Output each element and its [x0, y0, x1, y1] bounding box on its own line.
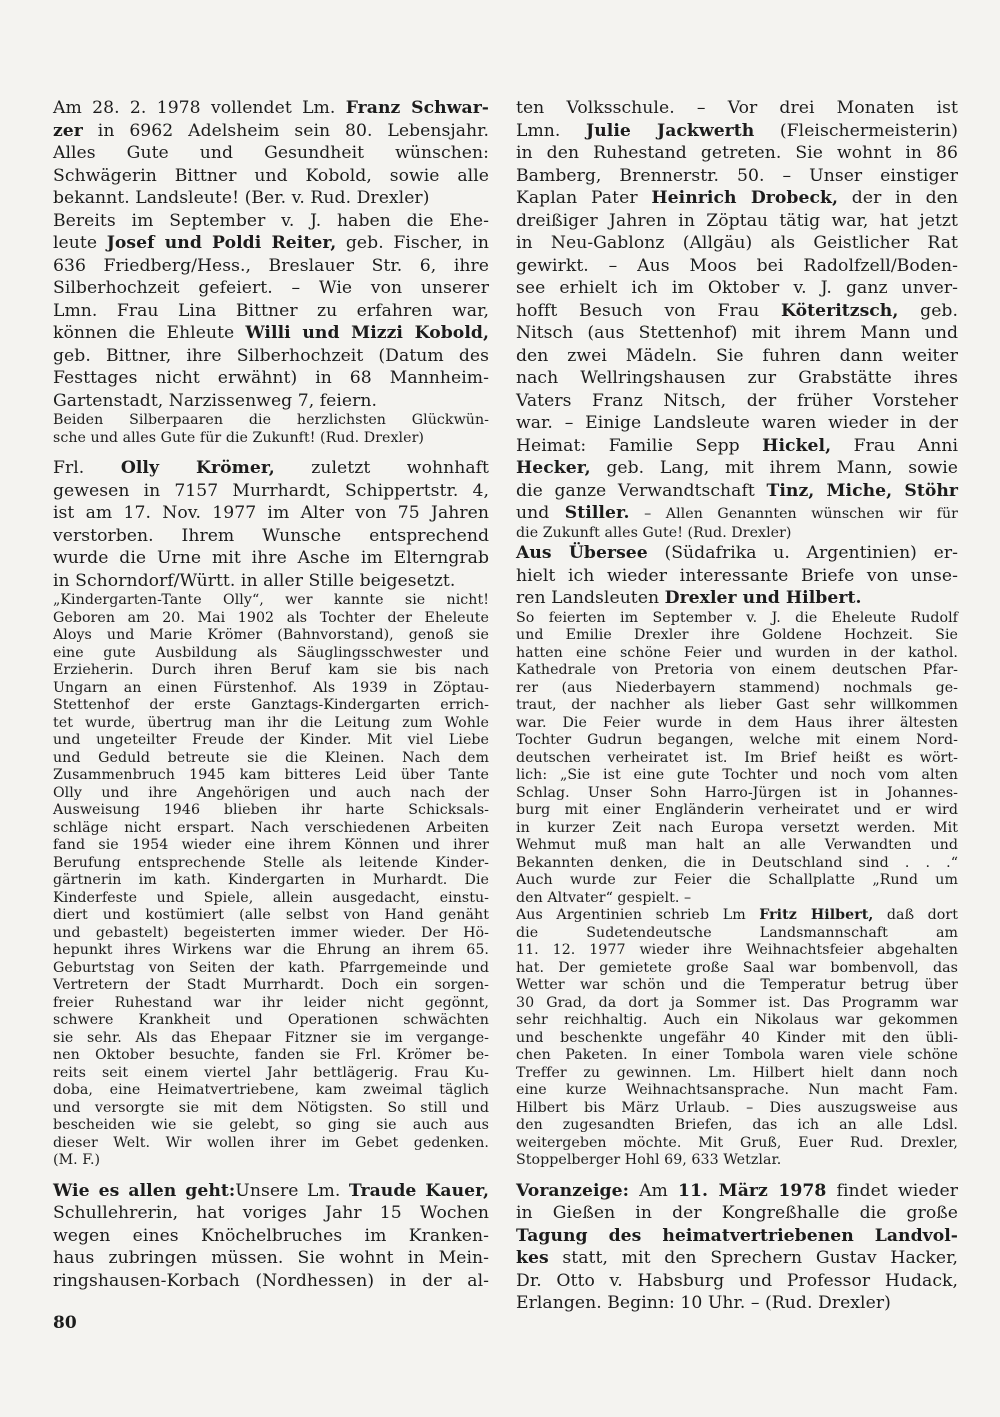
text-segment: und gebastelt) begeisterten immer wieder. Der Hö-: [53, 924, 489, 941]
text-segment: geb. Fischer, in: [336, 233, 489, 253]
text-segment: und ungeteilter Freude der Kinder. Mit viel Liebe: [53, 732, 489, 748]
bold-name: Drexler und Hilbert.: [664, 588, 862, 608]
article-voranzeige: [516, 1180, 958, 1315]
text-line: [53, 210, 489, 233]
bold-name: Stiller.: [564, 503, 630, 523]
text-segment: statt, mit den Sprechern Gustav Hacker,: [548, 1248, 958, 1268]
text-line: [516, 680, 958, 698]
text-line: [53, 610, 489, 628]
text-line: [53, 430, 489, 448]
text-segment: Treffer zu gewinnen. Lm. Hilbert hielt dann noch: [516, 1064, 958, 1081]
text-segment: Frl.: [53, 458, 121, 478]
bold-name: Tagung des heimatvertriebenen Landvol-: [516, 1225, 958, 1246]
text-line: [516, 542, 958, 565]
text-line: [516, 97, 958, 120]
bold-name: Tinz, Miche, Stöhr: [766, 480, 959, 501]
text-segment: Bereits im September v. J. haben die Ehe-: [53, 210, 489, 231]
text-line: [53, 1012, 489, 1030]
text-segment: 636 Friedberg/Hess., Breslauer Str. 6, ihre: [53, 255, 489, 276]
text-line: [516, 1030, 958, 1048]
text-line: [516, 610, 958, 628]
text-line: [516, 715, 958, 733]
text-line: [516, 855, 958, 873]
text-line: [53, 570, 489, 593]
text-line: [516, 367, 958, 390]
text-line: [53, 750, 489, 768]
text-segment: Wehmut muß man halt an alle Verwandten und: [516, 837, 958, 853]
text-segment: die Sudetendeutsche Landsmannschaft am: [516, 924, 958, 941]
text-segment: nach Wellringshausen zur Grabstätte ihres: [516, 368, 958, 388]
text-line: [516, 627, 958, 645]
text-segment: hepunkt ihres Wirkens war die Ehrung an ihrem 65.: [53, 942, 489, 958]
text-line: [53, 785, 489, 803]
text-segment: chen Paketen. In einer Tombola waren viele schöne: [516, 1047, 958, 1063]
text-segment: und Emilie Drexler ihre Goldene Hochzeit. Sie: [516, 627, 958, 643]
text-line: [516, 890, 958, 908]
text-line: [516, 412, 958, 435]
text-segment: den zugesandten Briefen, das ich an alle Ldsl.: [516, 1117, 958, 1133]
text-line: [516, 995, 958, 1013]
text-segment: Dr. Otto v. Habsburg und Professor Hudack,: [516, 1270, 958, 1291]
text-segment: haus zubringen müssen. Sie wohnt in Mein-: [53, 1248, 489, 1268]
text-line: [516, 960, 958, 978]
text-line: [516, 872, 958, 890]
text-line: [53, 995, 489, 1013]
text-line: [516, 165, 958, 188]
text-line: [516, 255, 958, 278]
text-segment: Auch wurde zur Feier die Schallplatte „Rund um: [516, 872, 958, 888]
text-line: [516, 300, 958, 323]
text-segment: hielt ich wieder interessante Briefe von unse-: [516, 565, 958, 586]
text-line: [516, 1180, 958, 1203]
article-kauer-continued: [516, 97, 958, 542]
text-segment: Vertretern der Stadt Murrhardt. Doch ein sorgen-: [53, 977, 489, 993]
text-line: [53, 907, 489, 925]
text-segment: see erhielt ich im Oktober v. J. ganz unver-: [516, 278, 958, 298]
text-segment: Geburtstag von Seiten der kath. Pfarrgemeinde und: [53, 959, 489, 976]
text-line: [53, 525, 489, 548]
text-segment: den zwei Mädeln. Sie fuhren dann weiter: [516, 345, 958, 366]
text-line: [516, 142, 958, 165]
text-segment: ist am 17. Nov. 1977 im Alter von 75 Jahren: [53, 503, 489, 523]
bold-name: 11. März 1978: [677, 1180, 827, 1201]
text-segment: (M. F.): [53, 1152, 101, 1168]
text-line: [53, 645, 489, 663]
text-line: [516, 925, 958, 943]
article-schwarzer: [53, 97, 489, 412]
text-line: [516, 1247, 958, 1270]
text-segment: nen Oktober besuchte, fanden sie Frl. Krömer be-: [53, 1047, 489, 1063]
text-line: [516, 837, 958, 855]
text-line: [516, 277, 958, 300]
text-line: [516, 1202, 958, 1225]
text-line: [516, 1100, 958, 1118]
text-line: [516, 1082, 958, 1100]
text-segment: in den Ruhestand getreten. Sie wohnt in 86: [516, 143, 958, 163]
text-segment: freier Ruhestand war ihr leider nicht gegönnt,: [53, 994, 489, 1011]
text-line: [53, 187, 489, 210]
text-segment: dieser Welt. Wir wollen ihrer im Gebet gedenken.: [53, 1134, 489, 1151]
text-line: [53, 802, 489, 820]
text-segment: ten Volksschule. – Vor drei Monaten ist: [516, 98, 958, 118]
text-line: [53, 732, 489, 750]
text-segment: (Südafrika u. Argentinien) er-: [647, 543, 958, 563]
bold-name: zer: [53, 120, 83, 141]
text-segment: Schwägerin Bittner und Kobold, sowie alle: [53, 165, 489, 186]
text-line: [53, 345, 489, 368]
text-line: [516, 1135, 958, 1153]
text-segment: hat. Der gemietete große Saal war bombenvoll, das: [516, 959, 958, 976]
text-segment: wurde die Urne mit ihre Asche im Elterngrab: [53, 548, 489, 568]
text-line: [53, 627, 489, 645]
text-line: [53, 367, 489, 390]
text-segment: verstorben. Ihrem Wunsche entsprechend: [53, 525, 489, 546]
text-segment: bescheiden wie sie gelebt, so ging sie auch aus: [53, 1117, 489, 1133]
article-schwarzer-footer: [53, 412, 489, 447]
text-line: [516, 1117, 958, 1135]
text-line: [516, 785, 958, 803]
text-segment: und: [516, 503, 565, 523]
text-line: [53, 1270, 489, 1293]
text-segment: Alles Gute und Gesundheit wünschen:: [53, 143, 489, 163]
text-line: [516, 1225, 958, 1248]
text-segment: zuletzt wohnhaft: [274, 458, 489, 478]
text-line: [53, 502, 489, 525]
text-line: [53, 165, 489, 188]
text-segment: Aloys und Marie Krömer (Bahnvorstand), genoß sie: [53, 627, 489, 643]
text-line: [516, 1292, 958, 1315]
text-segment: So feierten im September v. J. die Eheleute Rudolf: [516, 609, 958, 626]
text-line: [516, 587, 958, 610]
text-line: [516, 802, 958, 820]
right-column: [516, 97, 958, 1315]
text-line: [53, 142, 489, 165]
text-line: [516, 942, 958, 960]
text-segment: doba, eine Heimatvertriebene, kam zweimal täglich: [53, 1082, 489, 1098]
text-segment: Beiden Silberpaaren die herzlichsten Glückwün-: [53, 412, 489, 428]
text-segment: können die Ehleute: [53, 323, 246, 343]
text-line: [516, 345, 958, 368]
text-line: [53, 960, 489, 978]
text-segment: leute: [53, 233, 107, 253]
text-segment: Olly und ihre Angehörigen und auch nach der: [53, 784, 489, 801]
text-segment: Frau Anni: [831, 435, 958, 456]
text-segment: dreißiger Jahren in Zöptau tätig war, hat jetzt: [516, 210, 958, 231]
text-segment: –: [629, 506, 666, 522]
text-segment: und Geduld betreute sie die Kleinen. Nach dem: [53, 749, 489, 766]
text-line: [53, 1135, 489, 1153]
text-line: [53, 390, 489, 413]
text-line: [516, 565, 958, 588]
text-segment: geb. Lang, mit ihrem Mann, sowie: [590, 458, 958, 478]
text-segment: fand sie 1954 wieder eine ihrem Können und ihrer: [53, 837, 489, 853]
page-number: 80: [53, 1313, 77, 1333]
text-segment: Festtages nicht erwähnt) in 68 Mannheim-: [53, 368, 489, 388]
text-segment: Aus Argentinien schrieb Lm: [516, 907, 760, 923]
text-line: [53, 715, 489, 733]
text-segment: schwere Krankheit und Operationen schwächten: [53, 1012, 489, 1028]
text-line: [53, 977, 489, 995]
bold-name: kes: [516, 1248, 549, 1268]
text-segment: Hilbert bis März Urlaub. – Dies auszugsweise aus: [516, 1099, 958, 1116]
bold-name: Voranzeige:: [516, 1180, 629, 1201]
text-segment: Schullehrerin, hat voriges Jahr 15 Wochen: [53, 1203, 489, 1223]
text-segment: Berufung entsprechende Stelle als leitende Kinder-: [53, 854, 489, 871]
text-segment: Stettenhof der erste Ganztags-Kindergarten errich-: [53, 697, 489, 713]
text-line: [516, 1012, 958, 1030]
text-segment: Wetter war schön und die Temperatur betrug über: [516, 977, 958, 993]
bold-name: Olly Krömer,: [120, 458, 275, 478]
text-segment: Lmn.: [516, 120, 587, 141]
text-segment: eine kurze Weihnachtsansprache. Nun macht Fam.: [516, 1082, 958, 1098]
text-line: [53, 680, 489, 698]
text-segment: Lmn. Frau Lina Bittner zu erfahren war,: [53, 300, 489, 321]
text-line: [53, 1225, 489, 1248]
bold-name: Julie Jackwerth: [586, 120, 755, 141]
text-line: [53, 300, 489, 323]
text-line: [516, 210, 958, 233]
text-segment: hofft Besuch von Frau: [516, 300, 781, 321]
text-segment: Stoppelberger Hohl 69, 633 Wetzlar.: [516, 1152, 782, 1168]
text-line: [516, 907, 958, 925]
bold-name: Franz Schwar-: [345, 98, 489, 118]
text-segment: war. – Einige Landsleute waren wieder in der: [516, 413, 958, 433]
text-segment: und versorgte sie mit dem Nötigsten. So still und: [53, 1099, 489, 1116]
text-line: [53, 322, 489, 345]
text-segment: den Altvater“ gespielt. –: [516, 889, 692, 906]
text-segment: Erzieherin. Durch ihren Beruf kam sie bis nach: [53, 662, 489, 678]
text-segment: „Kindergarten-Tante Olly“, wer kannte sie nicht!: [53, 592, 489, 608]
text-line: [53, 547, 489, 570]
text-segment: Geboren am 20. Mai 1902 als Tochter der Eheleute: [53, 609, 489, 626]
text-segment: eine gute Ausbildung als Säuglingsschwester und: [53, 644, 489, 661]
article-uebersee-intro: [516, 542, 958, 610]
text-line: [516, 977, 958, 995]
text-line: [516, 1047, 958, 1065]
text-segment: Unsere Lm.: [235, 1180, 349, 1201]
text-line: [53, 1180, 489, 1203]
text-segment: Silberhochzeit gefeiert. – Wie von unserer: [53, 278, 489, 298]
text-segment: in Schorndorf/Württ. in aller Stille beigesetzt.: [53, 570, 456, 591]
text-segment: deutschen verheiratet ist. Im Brief heißt es wört-: [516, 749, 958, 766]
text-segment: findet wieder: [826, 1180, 958, 1201]
text-line: [53, 697, 489, 715]
text-line: [53, 855, 489, 873]
text-line: [516, 732, 958, 750]
text-segment: Heimat: Familie Sepp: [516, 435, 763, 456]
text-segment: gewesen in 7157 Murrhardt, Schippertstr. 4,: [53, 480, 489, 501]
text-segment: gärtnerin im kath. Kindergarten in Murhardt. Die: [53, 872, 489, 888]
text-line: [516, 1152, 958, 1170]
text-segment: Am 28. 2. 1978 vollendet Lm.: [53, 98, 346, 118]
text-segment: die ganze Verwandtschaft: [516, 480, 767, 501]
text-segment: gewirkt. – Aus Moos bei Radolfzell/Boden-: [516, 255, 958, 276]
text-line: [53, 872, 489, 890]
text-segment: Tochter Gudrun begangen, welche mit einem Nord-: [516, 732, 958, 748]
bold-name: Willi und Mizzi Kobold,: [245, 323, 489, 343]
text-segment: Ungarn an einen Fürstenhof. Als 1939 in Zöptau-: [53, 679, 489, 696]
text-line: [516, 820, 958, 838]
text-segment: geb.: [898, 300, 958, 321]
bold-name: Fritz Hilbert,: [759, 907, 874, 923]
text-segment: war. Die Feier wurde in dem Haus ihrer ältesten: [516, 714, 958, 731]
text-segment: ringshausen-Korbach (Nordhessen) in der al-: [53, 1270, 489, 1291]
text-segment: schläge nicht erspart. Nach verschiedenen Arbeiten: [53, 819, 489, 836]
text-segment: Schlag. Unser Sohn Harro-Jürgen ist in Johannes-: [516, 784, 958, 801]
text-segment: lich: „Sie ist eine gute Tochter und noch vom alten: [516, 767, 958, 783]
text-line: [516, 767, 958, 785]
text-segment: in kurzer Zeit nach Europa versetzt werden. Mit: [516, 819, 958, 836]
text-segment: und beschenkte ungefähr 40 Kinder mit den übli-: [516, 1029, 958, 1046]
text-segment: Ausweisung 1946 blieben ihr harte Schicksals-: [53, 802, 489, 818]
text-line: [53, 1047, 489, 1065]
bold-name: Aus Übersee: [516, 543, 648, 563]
text-segment: 30 Grad, da dort ja Sommer ist. Das Programm war: [516, 994, 958, 1011]
text-segment: die Zukunft alles Gute! (Rud. Drexler): [516, 524, 792, 541]
text-line: [53, 662, 489, 680]
text-line: [53, 1247, 489, 1270]
text-line: [53, 592, 489, 610]
article-kroemer-intro: [53, 457, 489, 592]
text-segment: Bekannten denken, die in Deutschland sind . . .“: [516, 854, 958, 871]
text-line: [53, 120, 489, 143]
text-line: [516, 435, 958, 458]
text-line: [53, 942, 489, 960]
text-line: [516, 502, 958, 525]
bold-name: Josef und Poldi Reiter,: [106, 233, 337, 253]
text-line: [516, 322, 958, 345]
text-segment: wegen eines Knöchelbruches im Kranken-: [53, 1225, 489, 1246]
text-segment: traut, der nachher als lieber Gast sehr willkommen: [516, 697, 958, 713]
text-segment: weitergeben möchte. Mit Gruß, Euer Rud. Drexler,: [516, 1134, 958, 1151]
bold-name: Hecker,: [516, 458, 591, 478]
text-segment: Am: [628, 1180, 678, 1201]
text-line: [53, 890, 489, 908]
text-line: [516, 120, 958, 143]
text-segment: rer (aus Niederbayern stammend) nochmals ge-: [516, 679, 958, 696]
left-column: [53, 97, 489, 1292]
text-line: [516, 750, 958, 768]
text-line: [516, 697, 958, 715]
text-segment: in Gießen in der Kongreßhalle die große: [516, 1203, 958, 1223]
text-segment: der in den: [838, 188, 958, 208]
article-kauer: [53, 1180, 489, 1293]
bold-name: Wie es allen geht:: [53, 1180, 236, 1201]
text-segment: tet wurde, übertrug man ihr die Leitung zum Wohle: [53, 714, 489, 731]
bold-name: Traude Kauer,: [348, 1180, 489, 1201]
text-segment: Kaplan Pater: [516, 188, 652, 208]
text-line: [53, 277, 489, 300]
text-segment: Zusammenbruch 1945 kam bitteres Leid über Tante: [53, 767, 489, 783]
article-kroemer-body: [53, 592, 489, 1170]
text-segment: in 6962 Adelsheim sein 80. Lebensjahr.: [82, 120, 489, 141]
text-line: [516, 390, 958, 413]
text-line: [53, 255, 489, 278]
text-segment: 11. 12. 1977 wieder ihre Weihnachtsfeier abgehalten: [516, 942, 958, 958]
text-segment: Kinderfeste und Spiele, allein ausgedacht, einstu-: [53, 889, 489, 906]
text-line: [53, 767, 489, 785]
text-segment: (Fleischermeisterin): [754, 120, 958, 141]
text-line: [516, 480, 958, 503]
text-segment: in Neu-Gablonz (Allgäu) als Geistlicher Rat: [516, 233, 958, 253]
bold-name: Heinrich Drobeck,: [651, 188, 838, 208]
text-line: [516, 457, 958, 480]
text-line: [53, 412, 489, 430]
text-line: [53, 97, 489, 120]
text-line: [53, 1100, 489, 1118]
text-line: [53, 232, 489, 255]
text-segment: diert und kostümiert (alle selbst von Hand genäht: [53, 907, 489, 923]
text-segment: Allen Genannten wünschen wir für: [665, 506, 958, 522]
text-line: [53, 1082, 489, 1100]
text-line: [516, 525, 958, 543]
text-segment: reits seit einem viertel Jahr bettlägerig. Frau Ku-: [53, 1064, 489, 1081]
text-segment: Nitsch (aus Stettenhof) mit ihrem Mann und: [516, 323, 958, 343]
article-uebersee-body: [516, 610, 958, 1170]
text-line: [53, 480, 489, 503]
text-segment: Gartenstadt, Narzissenweg 7, feiern.: [53, 390, 378, 411]
text-segment: bekannt. Landsleute! (Ber. v. Rud. Drexler): [53, 188, 430, 208]
text-line: [53, 1030, 489, 1048]
text-line: [53, 1152, 489, 1170]
text-line: [53, 1202, 489, 1225]
bold-name: Köteritzsch,: [780, 300, 899, 321]
text-segment: hatten eine schöne Feier und wurden in der kathol.: [516, 644, 958, 661]
text-line: [516, 1065, 958, 1083]
text-segment: geb. Bittner, ihre Silberhochzeit (Datum des: [53, 345, 489, 366]
text-line: [516, 662, 958, 680]
text-segment: ren Landsleuten: [516, 588, 665, 608]
text-line: [516, 187, 958, 210]
text-segment: Vaters Franz Nitsch, der früher Vorsteher: [516, 390, 958, 411]
text-line: [516, 1270, 958, 1293]
text-segment: daß dort: [873, 907, 958, 923]
text-line: [53, 820, 489, 838]
text-segment: burg mit einer Engländerin verheiratet und er wird: [516, 802, 958, 818]
text-line: [53, 457, 489, 480]
text-segment: Bamberg, Brennerstr. 50. – Unser einstiger: [516, 165, 958, 186]
text-line: [53, 925, 489, 943]
text-segment: Kathedrale von Pretoria von einem deutschen Pfar-: [516, 662, 958, 678]
bold-name: Hickel,: [762, 435, 832, 456]
text-line: [516, 232, 958, 255]
text-line: [516, 645, 958, 663]
text-line: [53, 1065, 489, 1083]
text-line: [53, 1117, 489, 1135]
text-segment: sche und alles Gute für die Zukunft! (Rud. Drexler): [53, 429, 424, 446]
text-line: [53, 837, 489, 855]
text-segment: sie sehr. Als das Ehepaar Fitzner sie im vergange-: [53, 1029, 489, 1046]
text-segment: sehr reichhaltig. Auch ein Nikolaus war gekommen: [516, 1012, 958, 1028]
text-segment: Erlangen. Beginn: 10 Uhr. – (Rud. Drexler): [516, 1293, 891, 1313]
